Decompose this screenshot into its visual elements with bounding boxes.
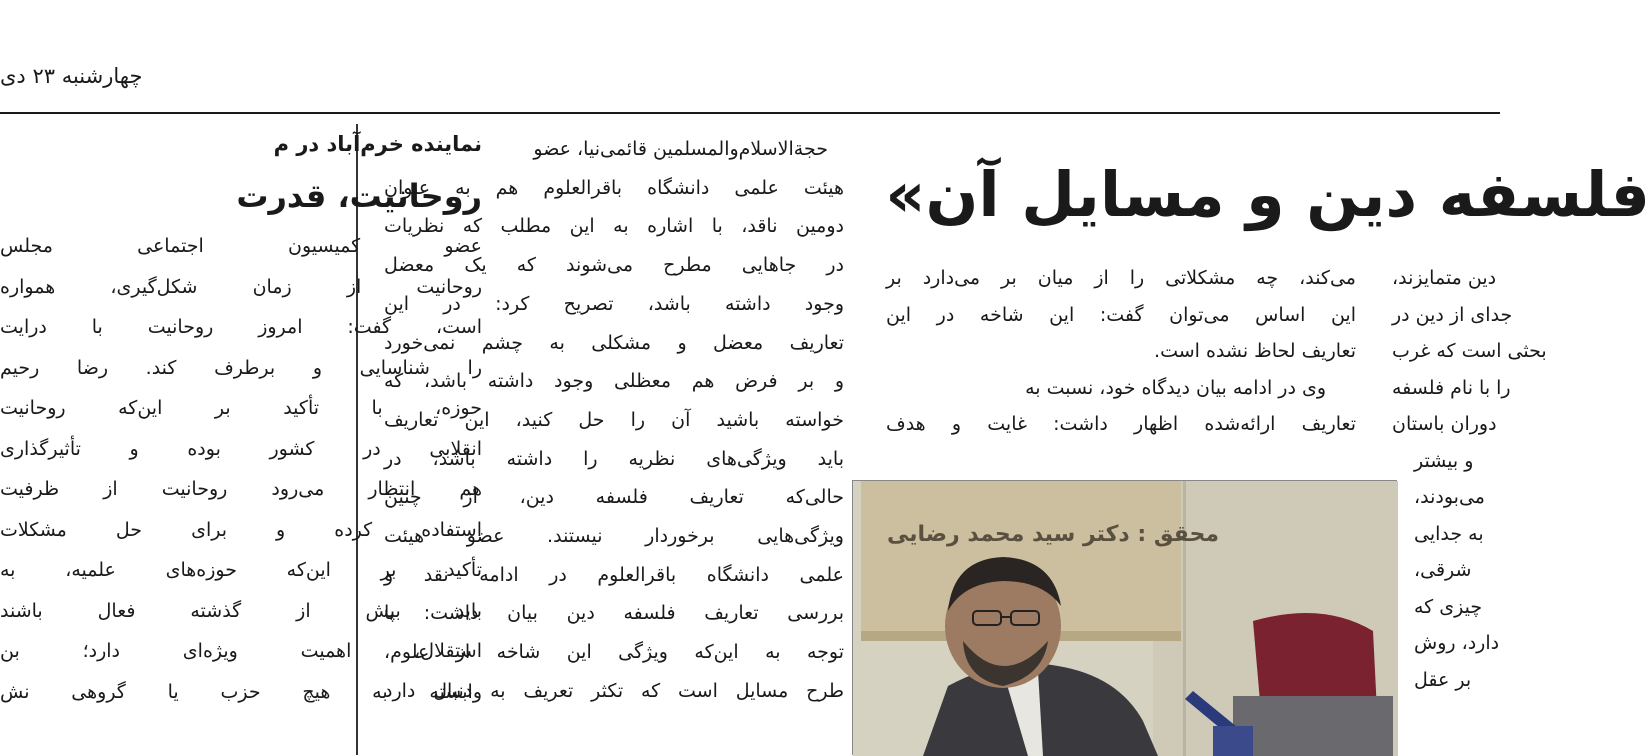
left-article-line: هم انتظار می‌رود روحانیت از ظرفیت [0,478,482,500]
far-right-article-line: دین متمایزند، [1392,267,1497,289]
left-article-line: وابسته به هیچ حزب یا گروهی نش [0,680,482,703]
middle-article-line: علمی دانشگاه باقرالعلوم در ادامه نقد و [384,563,844,586]
middle-article-line: حالی‌که تعاریف فلسفه دین، از چنین [384,486,844,509]
left-article-line: انقلابی در کشور بوده و تأثیرگذاری [0,437,482,460]
issue-date: چهارشنبه ۲۳ دی [0,64,143,88]
far-right-article-column [1392,260,1547,755]
middle-article-line: هیئت علمی دانشگاه باقرالعلوم هم به عنوان [384,176,844,199]
middle-article-line: دومین ناقد، با اشاره به این مطلب که نظریات [384,215,844,238]
far-right-article-line: دارد، روش [1414,632,1500,654]
left-article-line: عضو کمیسیون اجتماعی مجلس [0,235,482,257]
middle-article-line: و بر فرض هم معظلی وجود داشته باشد، که [384,370,844,393]
far-right-article-line: را با نام فلسفه [1392,376,1511,399]
middle-article-line: ویژگی‌هایی برخوردار نیستند. عضو هیئت [384,525,844,548]
right-article-line: تعاریف لحاظ نشده است. [1154,340,1356,362]
middle-article-line: تعاریف معضل و مشکلی به چشم نمی‌خورد [384,331,844,354]
middle-article-line: باید ویژگی‌های نظریه را داشته باشد، در [384,447,844,470]
header-rule [0,112,1500,114]
far-right-article-line: بحثی است که غرب [1392,340,1547,362]
middle-article-line: توجه به این‌که ویژگی این شاخه از علوم، [384,641,844,664]
far-right-article-line: و بیشتر [1414,449,1474,472]
left-article-column [0,124,482,755]
left-article-line: را شناسایی و برطرف کند. رضا رحیم [0,356,482,379]
right-article-line: می‌کند، چه مشکلاتی را از میان بر می‌دارد بر [886,267,1356,289]
far-right-article-line: جدای از دین در [1392,303,1513,326]
far-right-article-line: می‌بودند، [1414,486,1485,508]
far-right-article-line: به جدایی [1414,522,1484,545]
middle-article-line: بررسی تعاریف فلسفه دین بیان داشت: با [384,602,844,625]
left-article-headline: روحانیت، قدرت [236,177,482,215]
far-right-article-line: بر عقل [1414,668,1472,691]
middle-article-line: حجةالاسلام‌والمسلمین قائمی‌نیا، عضو [533,138,828,160]
left-article-line: استقلال، اهمیت ویژه‌ای دارد؛ بن [0,640,482,662]
main-article-headline: فلسفه دین و مسایل آن» [885,158,1650,231]
left-article-line: حوزه، با تأکید بر این‌که روحانیت [0,397,482,419]
middle-article-line: وجود داشته باشد، تصریح کرد: در این [384,292,844,315]
left-article-line: روحانیت از زمان شکل‌گیری، همواره [0,275,482,298]
left-article-line: تأکید بر این‌که حوزه‌های علمیه، به [0,559,482,581]
far-right-article-line: چیزی که [1414,595,1483,618]
left-article-line: استفاده کرده و برای حل مشکلات [0,518,482,541]
right-article-column [886,260,1356,443]
right-article-line: وی در ادامه بیان دیدگاه خود، نسبت به [1025,376,1326,399]
middle-article-line: خواسته باشید آن را حل کنید، این تعاریف [384,408,844,431]
right-article-line: تعاریف ارائه‌شده اظهار داشت: غایت و هدف [886,413,1356,435]
photo-banner-text: محقق : دکتر سید محمد رضایی [887,522,1219,547]
left-article-kicker: نماینده خرم‌آباد در م [273,132,482,156]
middle-article-line: در جاهایی مطرح می‌شوند که یک معضل [384,254,844,277]
speaker-photo [852,480,1397,755]
left-article-line: است، گفت: امروز روحانیت با درایت [0,316,482,338]
left-article-line: باید بیش از گذشته فعال باشند [0,599,482,622]
far-right-article-line: دوران باستان [1392,413,1497,435]
middle-article-line: طرح مسایل است که تکثر تعریف به دنبال دارد [384,679,844,702]
right-article-line: این اساس می‌توان گفت: این شاخه در این [886,303,1356,326]
middle-article-column [384,130,844,702]
far-right-article-line: شرقی، [1414,559,1472,581]
